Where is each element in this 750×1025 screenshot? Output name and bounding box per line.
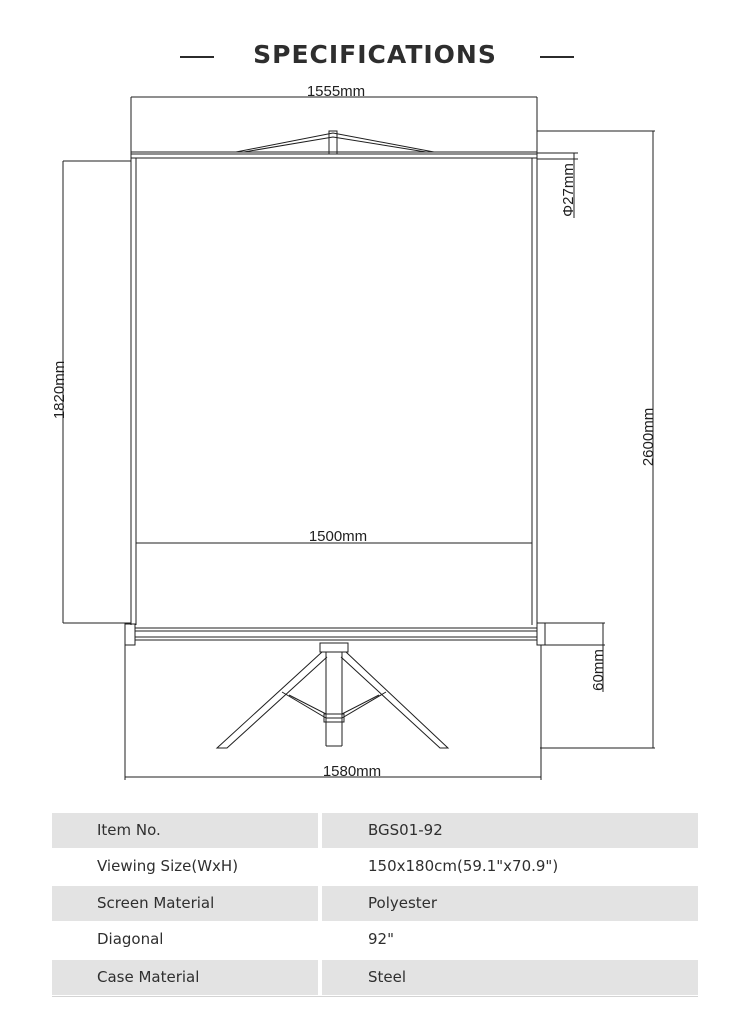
tripod-stand [217,643,448,748]
screen-width-label: 1500mm [308,528,368,545]
spec-row [52,922,698,957]
pole-diameter-label: Φ27mm [560,163,577,217]
spec-label: Viewing Size(WxH) [52,849,318,884]
spec-label: Screen Material [52,886,318,921]
spec-row [52,813,698,848]
page-title: SPECIFICATIONS [253,40,497,69]
top-width-label: 1555mm [306,83,366,100]
screen-height-dimension [63,161,131,623]
spec-label: Case Material [52,960,318,995]
spec-value: BGS01-92 [322,813,698,848]
spec-label: Item No. [52,813,318,848]
spec-table [52,813,698,997]
tube-height-label: 60mm [590,649,607,691]
spec-row [52,886,698,921]
spec-value: Steel [322,960,698,995]
bottom-tube-case [125,623,605,692]
screen-panel [131,158,537,625]
spec-value: Polyester [322,886,698,921]
total-height-label: 2600mm [640,407,657,467]
top-width-dimension [131,97,537,158]
spec-label: Diagonal [52,922,318,957]
top-crossbar [131,131,537,158]
screen-height-label: 1820mm [51,360,68,420]
spec-row [52,960,698,995]
spec-value: 92" [322,922,698,957]
spec-row [52,849,698,884]
base-width-label: 1580mm [322,763,382,780]
spec-value: 150x180cm(59.1"x70.9") [322,849,698,884]
base-width-dimension [125,645,541,780]
